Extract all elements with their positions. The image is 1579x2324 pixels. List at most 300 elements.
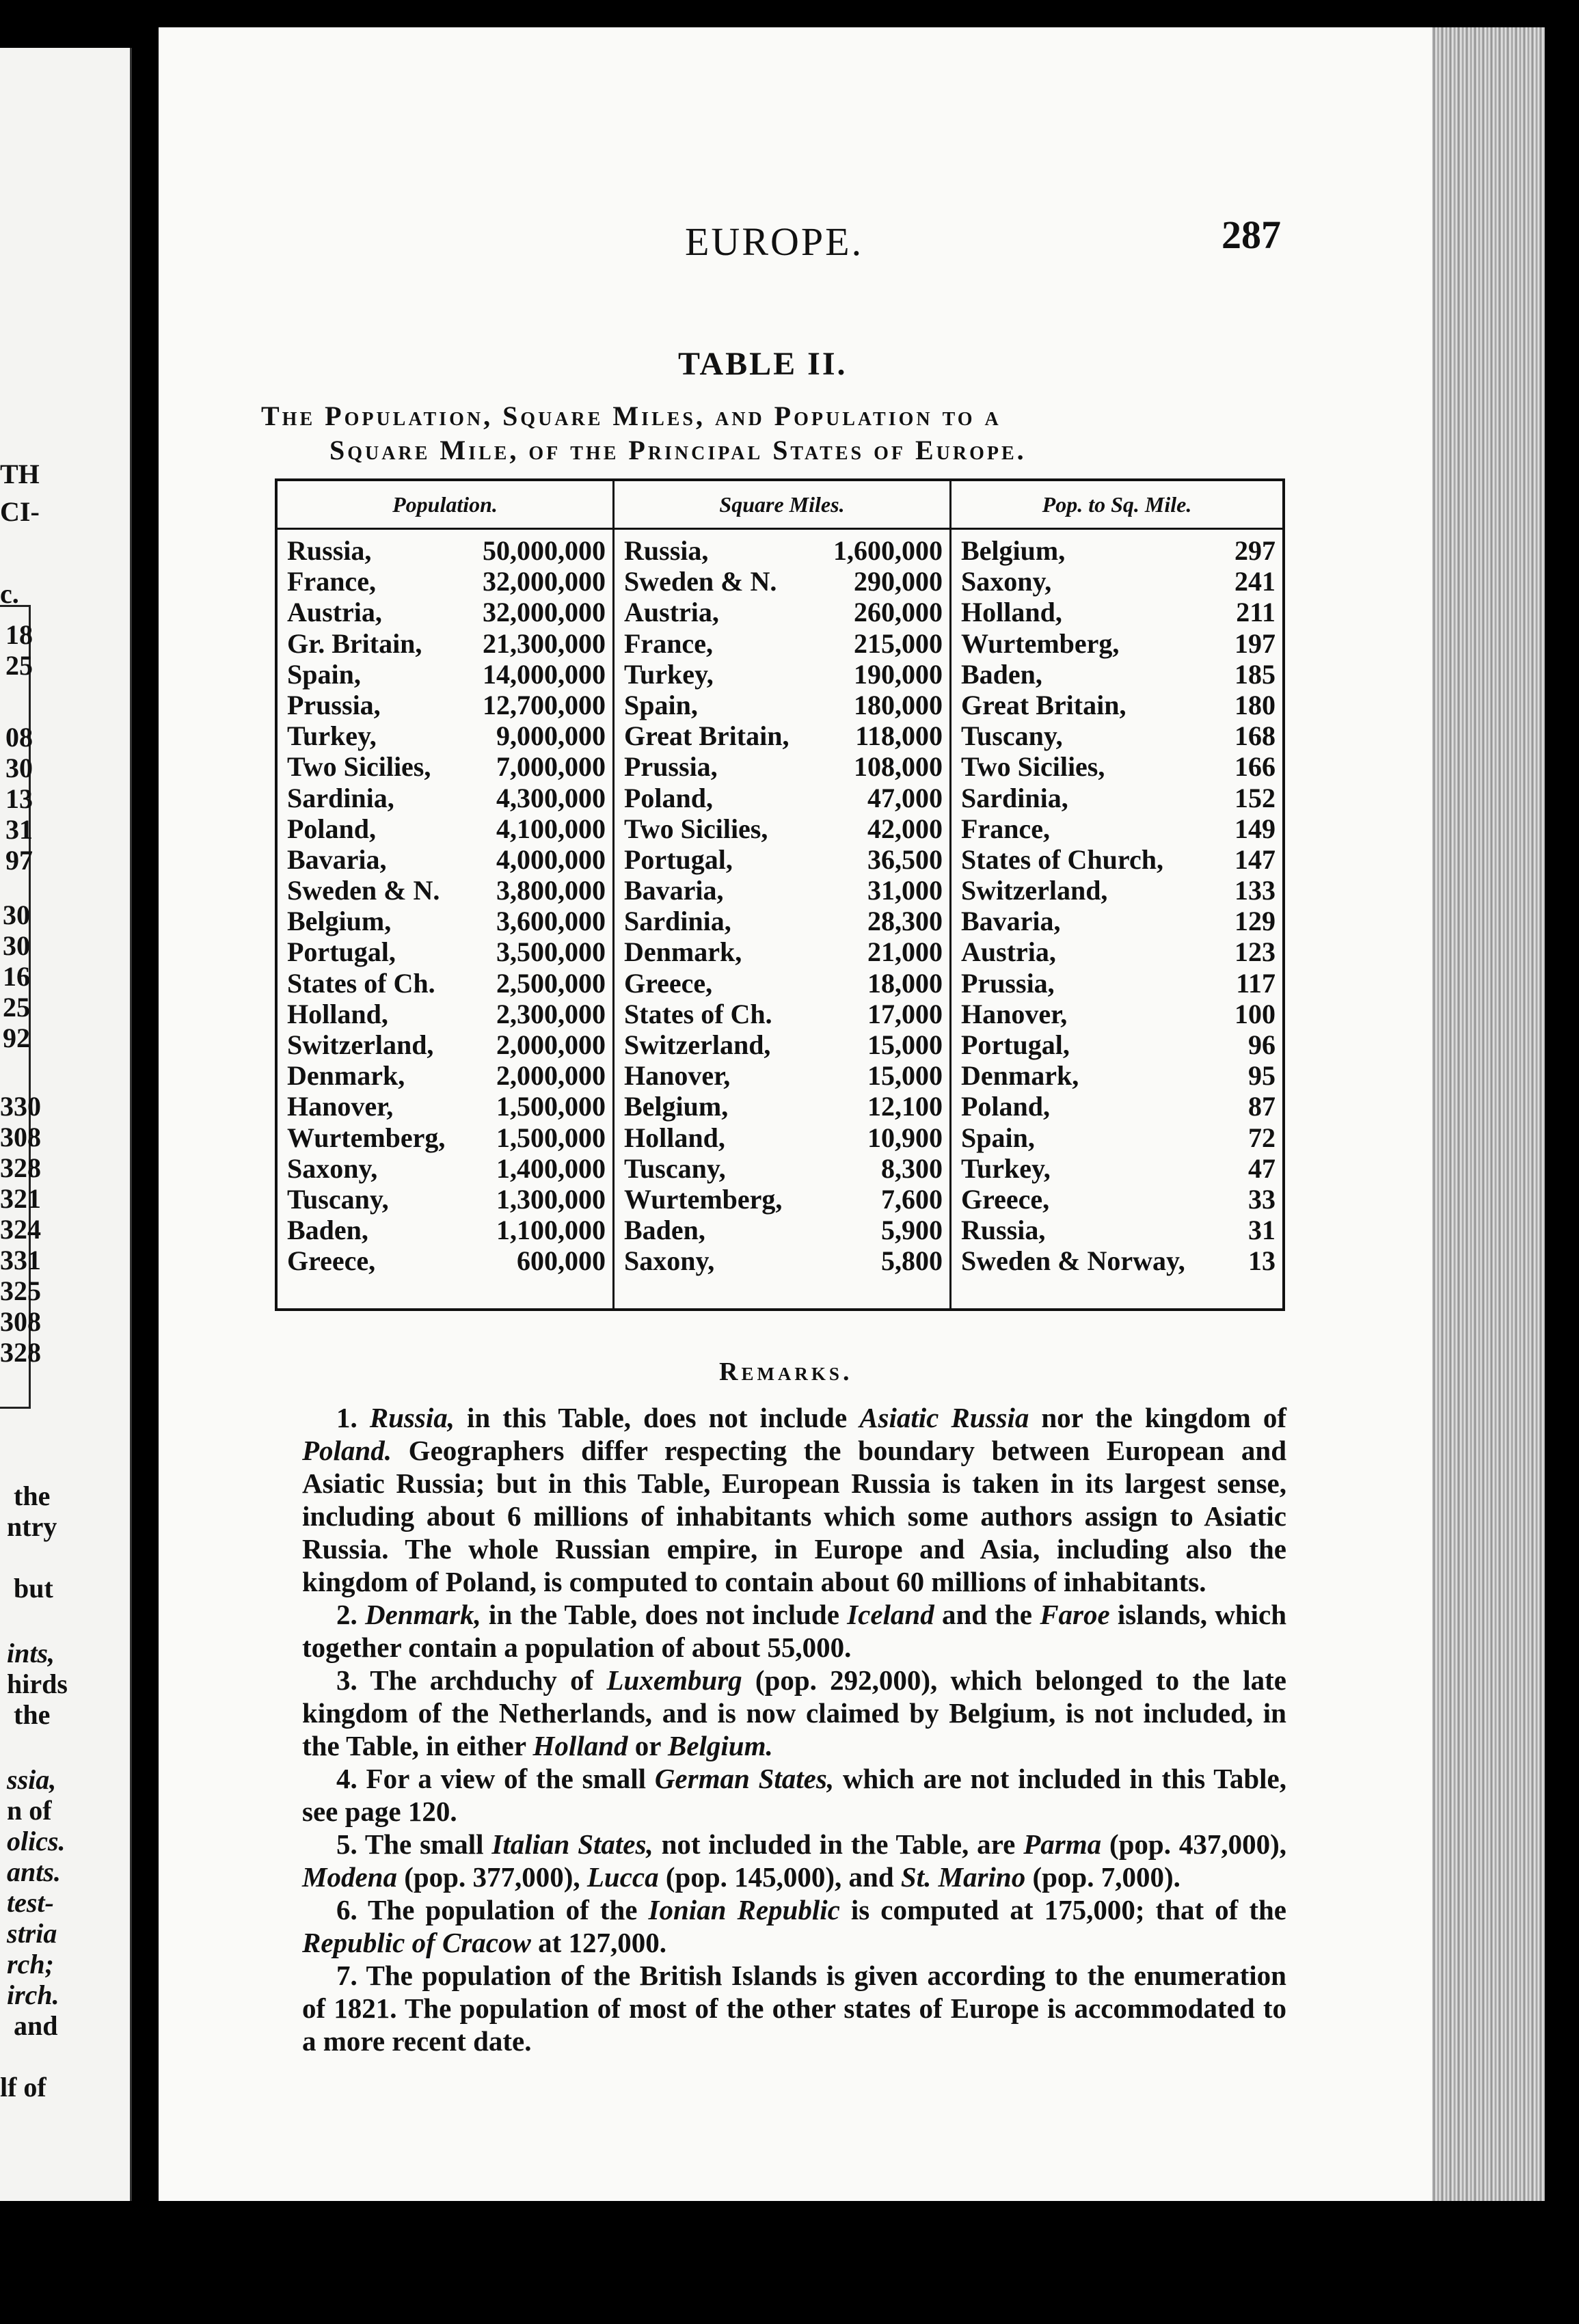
table-title: TABLE II. (678, 346, 848, 382)
table-row (624, 659, 943, 690)
state-value: 123 (1234, 936, 1276, 968)
left-page-fragment: 30 (3, 900, 30, 930)
state-name: Holland, (961, 597, 1062, 628)
remark-emphasis: Denmark, (364, 1599, 481, 1630)
state-value: 168 (1234, 720, 1276, 752)
left-page-fragment: but (14, 1573, 53, 1604)
remark-emphasis: German States, (654, 1763, 835, 1794)
table-row (961, 659, 1276, 690)
state-name: Denmark, (287, 1060, 405, 1092)
state-value: 185 (1234, 658, 1276, 690)
remark-text: 6. The population of the (336, 1894, 649, 1926)
remark-emphasis: Poland. (302, 1435, 392, 1466)
state-name: Baden, (624, 1215, 705, 1246)
state-value: 21,300,000 (483, 627, 606, 659)
state-name: Bavaria, (961, 906, 1061, 937)
state-name: Spain, (624, 689, 698, 720)
remark-emphasis: Italian States, (491, 1828, 653, 1860)
state-value: 50,000,000 (483, 535, 606, 566)
left-page-fragment: 25 (5, 650, 33, 681)
state-name: Belgium, (287, 906, 392, 937)
state-value: 166 (1234, 751, 1276, 783)
left-page-fragment: ants. (7, 1856, 61, 1887)
table-row (624, 813, 943, 844)
state-value: 1,500,000 (496, 1091, 606, 1122)
table-row (624, 1091, 943, 1122)
state-name: Switzerland, (624, 1029, 771, 1060)
state-name: Baden, (287, 1215, 368, 1246)
left-page-fragment: 330 (0, 1091, 41, 1122)
state-name: Wurtemberg, (624, 1183, 783, 1215)
table-row (624, 1215, 943, 1245)
left-page-fragment: 97 (5, 845, 33, 876)
remark-emphasis: St. Marino (900, 1861, 1026, 1893)
state-name: Austria, (624, 597, 719, 628)
state-value: 211 (1236, 597, 1276, 628)
left-page-fragment: n of (7, 1795, 52, 1826)
state-value: 3,600,000 (496, 906, 606, 937)
table-row (287, 968, 606, 999)
table-row (287, 628, 606, 659)
left-page-fragment: ntry (7, 1511, 57, 1542)
state-name: Poland, (961, 1091, 1051, 1122)
remark-emphasis: Lucca (586, 1861, 659, 1893)
state-name: States of Ch. (624, 998, 772, 1029)
state-name: Two Sicilies, (287, 751, 431, 783)
table-row (961, 1184, 1276, 1215)
state-value: 180,000 (854, 689, 943, 720)
table-caption-line-2: Square Mile, of the Principal States of Europe. (329, 435, 1027, 465)
remark-text: is computed at 175,000; that of the (839, 1894, 1287, 1926)
state-value: 2,500,000 (496, 967, 606, 999)
remark-text: (pop. 377,000), (396, 1861, 587, 1893)
table-row (287, 535, 606, 566)
state-name: Prussia, (624, 751, 718, 783)
state-value: 297 (1234, 535, 1276, 566)
state-value: 14,000,000 (483, 658, 606, 690)
left-page-fragment: CI- (0, 496, 40, 527)
table-row (961, 690, 1276, 720)
table-row (287, 1245, 606, 1276)
state-value: 1,100,000 (496, 1215, 606, 1246)
state-name: Turkey, (287, 720, 377, 752)
table-row (961, 906, 1276, 936)
state-name: Sardinia, (961, 782, 1068, 813)
state-name: Sweden & Norway, (961, 1245, 1185, 1277)
table-row (961, 1091, 1276, 1122)
state-value: 1,400,000 (496, 1152, 606, 1184)
left-page-fragment: 308 (0, 1306, 41, 1337)
left-page-fragment: 92 (3, 1023, 30, 1053)
state-name: Two Sicilies, (624, 813, 768, 844)
table-row (287, 1029, 606, 1060)
table-row (961, 936, 1276, 967)
table-row (961, 1245, 1276, 1276)
table-row (287, 844, 606, 875)
left-page-fragment: irch. (7, 1980, 59, 2010)
state-name: Great Britain, (961, 689, 1126, 720)
left-page-fragment: hirds (7, 1668, 68, 1699)
state-value: 3,500,000 (496, 936, 606, 968)
left-page-fragment: and (14, 2010, 58, 2041)
remark-text: (pop. 7,000). (1025, 1861, 1180, 1893)
remark-text: 4. For a view of the small (336, 1763, 655, 1794)
table-caption-line-1: The Population, Square Miles, and Population to a (261, 401, 1001, 431)
state-value: 96 (1248, 1029, 1276, 1060)
table-row (624, 844, 943, 875)
state-name: Hanover, (961, 998, 1068, 1029)
table-row (624, 968, 943, 999)
table-row (287, 566, 606, 597)
state-value: 31,000 (867, 875, 943, 906)
remark-text: 7. The population of the British Islands is given according to the enumeration of 1821. The population of most of the other states of Europe is accommodated to a more recent date. (302, 1960, 1286, 2057)
state-value: 13 (1248, 1245, 1276, 1277)
state-name: Turkey, (624, 658, 714, 690)
table-row (961, 783, 1276, 813)
state-name: France, (961, 813, 1050, 844)
table-row (287, 936, 606, 967)
left-facing-page (0, 48, 132, 2201)
left-page-fragment: 331 (0, 1245, 41, 1275)
state-name: Austria, (961, 936, 1056, 968)
state-value: 47 (1248, 1152, 1276, 1184)
state-name: Sweden & N. (287, 875, 440, 906)
state-name: Poland, (287, 813, 377, 844)
state-value: 12,100 (867, 1091, 943, 1122)
state-value: 8,300 (881, 1152, 943, 1184)
table-row (287, 597, 606, 627)
state-name: States of Church, (961, 843, 1163, 875)
remark-emphasis: Belgium. (667, 1730, 773, 1761)
state-value: 72 (1248, 1122, 1276, 1153)
table-row (287, 659, 606, 690)
state-value: 197 (1234, 627, 1276, 659)
state-name: Great Britain, (624, 720, 790, 752)
page-number: 287 (1222, 213, 1281, 257)
left-page-fragment: lf of (0, 2072, 46, 2103)
state-name: Tuscany, (961, 720, 1063, 752)
table-row (961, 875, 1276, 906)
state-name: Hanover, (624, 1060, 731, 1092)
state-name: Prussia, (287, 689, 381, 720)
state-value: 18,000 (867, 967, 943, 999)
state-value: 152 (1234, 782, 1276, 813)
state-value: 1,300,000 (496, 1183, 606, 1215)
table-row (287, 1153, 606, 1184)
state-name: Denmark, (961, 1060, 1079, 1092)
table-row (287, 1091, 606, 1122)
table-row (287, 720, 606, 751)
population-column-header: Population. (278, 481, 612, 530)
state-name: Bavaria, (287, 843, 387, 875)
table-row (961, 720, 1276, 751)
remark-emphasis: Republic of Cracow (302, 1927, 531, 1958)
state-name: Switzerland, (961, 875, 1108, 906)
state-value: 17,000 (867, 998, 943, 1029)
table-row (961, 1215, 1276, 1245)
remarks-title: Remarks. (719, 1357, 853, 1386)
state-name: Holland, (287, 998, 388, 1029)
square-miles-column-header: Square Miles. (615, 481, 949, 530)
left-page-fragment: ssia, (7, 1764, 57, 1795)
table-row (624, 936, 943, 967)
remark-5 (302, 1828, 1286, 1893)
state-name: Two Sicilies, (961, 751, 1105, 783)
state-value: 12,700,000 (483, 689, 606, 720)
remark-text: islands, which together contain a population of about 55,000. (302, 1599, 1287, 1663)
state-name: Denmark, (624, 936, 742, 968)
table-row (287, 875, 606, 906)
remark-text: at 127,000. (530, 1927, 666, 1958)
state-value: 4,100,000 (496, 813, 606, 844)
state-name: Wurtemberg, (961, 627, 1120, 659)
table-row (624, 1060, 943, 1091)
table-row (961, 1029, 1276, 1060)
table-row (287, 1215, 606, 1245)
population-column (278, 481, 615, 1308)
left-page-fragment: olics. (7, 1826, 66, 1856)
state-value: 290,000 (854, 566, 943, 597)
remark-text: nor the kingdom of (1029, 1402, 1286, 1433)
table-row (624, 628, 943, 659)
table-row (287, 1184, 606, 1215)
left-page-fragment: 25 (3, 992, 30, 1023)
left-page-fragment: c. (0, 578, 19, 609)
remark-text: (pop. 145,000), and (658, 1861, 901, 1893)
state-name: Sardinia, (624, 906, 731, 937)
state-value: 7,600 (881, 1183, 943, 1215)
left-page-fragment: 08 (5, 722, 33, 753)
state-value: 95 (1248, 1060, 1276, 1092)
state-name: France, (287, 566, 376, 597)
pop-to-sq-mile-column (952, 481, 1282, 1308)
state-value: 1,500,000 (496, 1122, 606, 1153)
state-value: 2,000,000 (496, 1029, 606, 1060)
state-value: 147 (1234, 843, 1276, 875)
left-page-fragment: the (14, 1699, 51, 1730)
state-value: 21,000 (867, 936, 943, 968)
table-row (624, 1245, 943, 1276)
state-name: Portugal, (624, 843, 733, 875)
state-value: 87 (1248, 1091, 1276, 1122)
state-value: 47,000 (867, 782, 943, 813)
state-name: Holland, (624, 1122, 725, 1153)
state-value: 9,000,000 (496, 720, 606, 752)
state-value: 100 (1234, 998, 1276, 1029)
remark-text: 1. (336, 1402, 370, 1433)
state-name: Sardinia, (287, 782, 394, 813)
state-name: Greece, (961, 1183, 1050, 1215)
left-page-fragment: test- (7, 1887, 54, 1918)
state-value: 42,000 (867, 813, 943, 844)
state-name: Turkey, (961, 1152, 1051, 1184)
table-row (961, 1153, 1276, 1184)
remark-emphasis: Parma (1023, 1828, 1102, 1860)
page-edges (1432, 27, 1545, 2201)
state-value: 190,000 (854, 658, 943, 690)
remark-text: (pop. 292,000), which belonged to the late kingdom of the Netherlands, and is now claimed by Belgium, is not included, in the Table, in either (302, 1664, 1286, 1761)
square-miles-column (615, 481, 952, 1308)
state-value: 5,800 (881, 1245, 943, 1277)
left-page-fragment: 16 (3, 961, 30, 992)
state-value: 32,000,000 (483, 566, 606, 597)
state-name: Hanover, (287, 1091, 394, 1122)
state-name: Russia, (961, 1215, 1046, 1246)
left-page-fragment: 324 (0, 1214, 41, 1245)
table-row (961, 628, 1276, 659)
left-page-fragment: 325 (0, 1275, 41, 1306)
remark-text: which are not included in this Table, see page 120. (302, 1763, 1287, 1827)
state-name: Austria, (287, 597, 382, 628)
left-page-fragment: stria (7, 1918, 57, 1949)
state-name: Russia, (287, 535, 372, 566)
state-value: 31 (1248, 1215, 1276, 1246)
state-value: 215,000 (854, 627, 943, 659)
pop-to-sq-mile-column-header: Pop. to Sq. Mile. (952, 481, 1282, 530)
state-name: Russia, (624, 535, 709, 566)
table-row (624, 566, 943, 597)
table-row (287, 751, 606, 782)
remark-emphasis: Faroe (1040, 1599, 1110, 1630)
state-value: 600,000 (517, 1245, 606, 1277)
state-value: 15,000 (867, 1060, 943, 1092)
table-row (961, 535, 1276, 566)
table-row (961, 566, 1276, 597)
remark-text: Geographers differ respecting the boundary between European and Asiatic Russia; but in this Table, European Russia is taken in its largest sense, including about 6 millions of inhabitants which some authors assign to Asiatic Russia. The whole Russian empire, in Europe and Asia, including also the kingdom of Poland, is computed to contain about 60 millions of inhabitants. (302, 1435, 1286, 1597)
table-row (287, 999, 606, 1029)
state-name: Gr. Britain, (287, 627, 422, 659)
table-row (287, 813, 606, 844)
state-name: Tuscany, (624, 1152, 726, 1184)
state-value: 33 (1248, 1183, 1276, 1215)
state-name: Portugal, (287, 936, 396, 968)
remark-emphasis: Russia, (369, 1402, 455, 1433)
state-value: 117 (1236, 967, 1276, 999)
state-name: Spain, (287, 658, 361, 690)
remark-text: (pop. 437,000), (1101, 1828, 1287, 1860)
state-name: Bavaria, (624, 875, 724, 906)
left-page-fragment: 18 (5, 619, 33, 650)
remark-text: 3. The archduchy of (336, 1664, 607, 1696)
state-name: Sweden & N. (624, 566, 777, 597)
state-value: 15,000 (867, 1029, 943, 1060)
state-value: 2,000,000 (496, 1060, 606, 1092)
state-name: Portugal, (961, 1029, 1070, 1060)
left-page-fragment: 328 (0, 1152, 41, 1183)
table-row (961, 813, 1276, 844)
left-page-fragment: TH (0, 459, 40, 489)
table-row (961, 968, 1276, 999)
table-row (624, 535, 943, 566)
table-row (624, 1029, 943, 1060)
state-name: Poland, (624, 782, 714, 813)
state-name: Wurtemberg, (287, 1122, 446, 1153)
remark-text: in the Table, does not include (481, 1599, 848, 1630)
table-row (624, 597, 943, 627)
state-value: 118,000 (855, 720, 943, 752)
state-name: Spain, (961, 1122, 1035, 1153)
remark-3 (302, 1664, 1286, 1762)
state-name: Saxony, (961, 566, 1052, 597)
state-name: Belgium, (961, 535, 1066, 566)
table-row (624, 690, 943, 720)
left-page-fragment: 31 (5, 814, 33, 845)
population-table (275, 478, 1285, 1311)
table-row (624, 1184, 943, 1215)
remark-6 (302, 1893, 1286, 1959)
table-row (287, 906, 606, 936)
remark-text: and the (934, 1599, 1040, 1630)
remark-7 (302, 1959, 1286, 2057)
table-row (624, 783, 943, 813)
left-page-fragment: 308 (0, 1122, 41, 1152)
state-name: Tuscany, (287, 1183, 389, 1215)
left-page-fragment: 13 (5, 783, 33, 814)
table-row (624, 906, 943, 936)
left-page-fragment: 30 (5, 753, 33, 783)
remark-text: 2. (336, 1599, 365, 1630)
state-name: Baden, (961, 658, 1042, 690)
state-name: Switzerland, (287, 1029, 434, 1060)
state-value: 133 (1234, 875, 1276, 906)
remark-emphasis: Ionian Republic (648, 1894, 840, 1926)
table-row (624, 1153, 943, 1184)
table-row (961, 844, 1276, 875)
state-value: 149 (1234, 813, 1276, 844)
state-value: 241 (1234, 566, 1276, 597)
left-page-fragment: 328 (0, 1337, 41, 1368)
table-row (624, 1122, 943, 1153)
left-page-fragment: 30 (3, 930, 30, 961)
state-value: 32,000,000 (483, 597, 606, 628)
table-row (961, 999, 1276, 1029)
table-row (624, 751, 943, 782)
state-value: 4,000,000 (496, 843, 606, 875)
table-row (287, 1122, 606, 1153)
state-value: 180 (1234, 689, 1276, 720)
remark-text: 5. The small (336, 1828, 492, 1860)
running-head: EUROPE. (685, 219, 864, 264)
table-row (961, 1060, 1276, 1091)
remark-2 (302, 1598, 1286, 1664)
book-page (159, 27, 1444, 2201)
left-page-fragment: 321 (0, 1183, 41, 1214)
left-page-fragment: the (14, 1481, 51, 1511)
table-row (624, 720, 943, 751)
remark-emphasis: Luxemburg (606, 1664, 742, 1696)
left-page-fragment: rch; (7, 1949, 54, 1980)
state-value: 3,800,000 (496, 875, 606, 906)
table-row (624, 875, 943, 906)
state-name: Saxony, (287, 1152, 378, 1184)
left-page-fragment: ints, (7, 1638, 55, 1668)
state-name: Greece, (287, 1245, 376, 1277)
state-value: 260,000 (854, 597, 943, 628)
state-name: Belgium, (624, 1091, 729, 1122)
state-name: Saxony, (624, 1245, 715, 1277)
remark-text: in this Table, does not include (454, 1402, 860, 1433)
remark-emphasis: Asiatic Russia (859, 1402, 1029, 1433)
table-row (287, 1060, 606, 1091)
table-row (961, 597, 1276, 627)
state-value: 108,000 (854, 751, 943, 783)
remark-emphasis: Iceland (847, 1599, 934, 1630)
state-value: 4,300,000 (496, 782, 606, 813)
table-row (287, 690, 606, 720)
remark-1 (302, 1401, 1286, 1598)
remark-emphasis: Modena (302, 1861, 397, 1893)
remark-text: or (627, 1730, 668, 1761)
